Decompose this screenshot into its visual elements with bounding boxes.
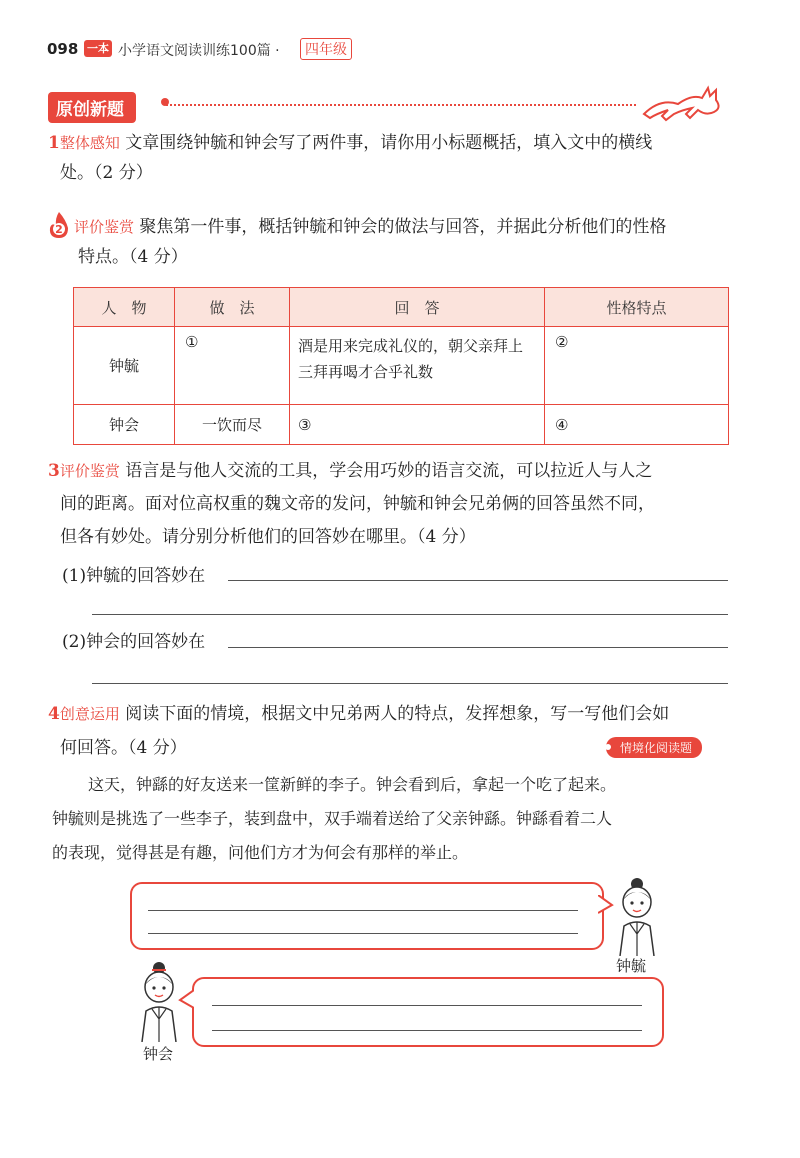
answer-line[interactable]	[148, 910, 578, 911]
table-header-cell: 做 法	[175, 288, 290, 327]
question-2	[74, 212, 744, 272]
brand-logo: 一本	[84, 40, 112, 57]
answer-line[interactable]	[212, 1005, 642, 1006]
story-line-1: 这天，钟繇的好友送来一筐新鲜的李子。钟会看到后，拿起一个吃了起来。	[88, 775, 617, 794]
dotted-divider	[166, 104, 636, 106]
question-tag: 创意运用	[59, 705, 120, 723]
question-text-line-2: 特点。（4 分）	[78, 247, 188, 267]
question-tag: 评价鉴赏	[59, 462, 120, 480]
table-cell[interactable]: ③	[290, 405, 545, 445]
speech-bubble-zhonghui	[192, 977, 664, 1047]
answer-line[interactable]	[92, 614, 728, 615]
character-label-zhongyu: 钟毓	[616, 957, 647, 975]
table-header-cell: 回 答	[290, 288, 545, 327]
speech-bubble-zhongyu	[130, 882, 604, 950]
question-text-line-1: 语言是与他人交流的工具，学会用巧妙的语言交流，可以拉近人与人之	[125, 461, 653, 481]
story-line-3: 的表现，觉得甚是有趣，问他们方才为何会有那样的举止。	[52, 843, 469, 862]
section-banner: 原创新题	[48, 92, 136, 123]
table-cell: 钟毓	[74, 327, 175, 405]
question-text-line-2: 何回答。（4 分）	[60, 738, 187, 758]
question-type-chip: 情境化阅读题	[606, 737, 702, 758]
sub-question-2: (2)钟会的回答妙在	[62, 632, 206, 652]
question-number: 1	[48, 133, 60, 153]
bullet-dot-icon	[604, 743, 612, 751]
question-text-line-1: 阅读下面的情境，根据文中兄弟两人的特点，发挥想象，写一写他们会如	[125, 704, 670, 724]
answer-line[interactable]	[92, 683, 728, 684]
table-cell[interactable]: ④	[545, 405, 729, 445]
table-header-cell: 人 物	[74, 288, 175, 327]
question-tag: 整体感知	[59, 134, 120, 152]
question-tag: 评价鉴赏	[74, 218, 135, 236]
question-text-line-1: 文章围绕钟毓和钟会写了两件事，请你用小标题概括，填入文中的横线	[125, 133, 653, 153]
question-3	[48, 455, 748, 554]
flame-difficulty-icon	[46, 210, 72, 240]
table-row	[74, 327, 729, 405]
story-line-2: 钟毓则是挑选了一些李子，装到盘中，双手端着送给了父亲钟繇。钟繇看着二人	[52, 809, 613, 828]
table-cell[interactable]: ①	[175, 327, 290, 405]
series-title: 小学语文阅读训练100篇 ·	[118, 43, 280, 59]
question-text-line-3: 但各有妙处。请分别分析他们的回答妙在哪里。（4 分）	[60, 527, 476, 547]
zhongyu-avatar	[606, 872, 668, 956]
question-number: 2	[55, 223, 63, 236]
answer-line[interactable]	[148, 933, 578, 934]
table-cell: 钟会	[74, 405, 175, 445]
story-passage	[52, 768, 752, 870]
bullet-dot-icon	[160, 97, 170, 107]
character-label-zhonghui: 钟会	[143, 1045, 174, 1063]
cat-icon	[640, 74, 730, 124]
zhonghui-avatar	[128, 958, 190, 1042]
question-number: 4	[48, 704, 60, 724]
table-row	[74, 405, 729, 445]
page-number: 098	[47, 40, 79, 58]
table-cell: 酒是用来完成礼仪的，朝父亲拜上三拜再喝才合乎礼数	[290, 327, 545, 405]
answer-line[interactable]	[228, 580, 728, 581]
question-text-line-2: 间的距离。面对位高权重的魏文帝的发问，钟毓和钟会兄弟俩的回答虽然不同，	[60, 494, 655, 514]
answer-table	[73, 287, 729, 445]
question-number: 3	[48, 461, 60, 481]
answer-line[interactable]	[212, 1030, 642, 1031]
table-cell: 一饮而尽	[175, 405, 290, 445]
question-1	[48, 128, 738, 188]
table-header-cell: 性格特点	[545, 288, 729, 327]
table-header-row	[74, 288, 729, 327]
question-text-line-2: 处。（2 分）	[60, 163, 153, 183]
grade-label: 四年级	[300, 38, 352, 60]
sub-question-1: (1)钟毓的回答妙在	[62, 566, 206, 586]
table-cell[interactable]: ②	[545, 327, 729, 405]
question-text-line-1: 聚焦第一件事，概括钟毓和钟会的做法与回答，并据此分析他们的性格	[139, 217, 667, 237]
answer-line[interactable]	[228, 647, 728, 648]
